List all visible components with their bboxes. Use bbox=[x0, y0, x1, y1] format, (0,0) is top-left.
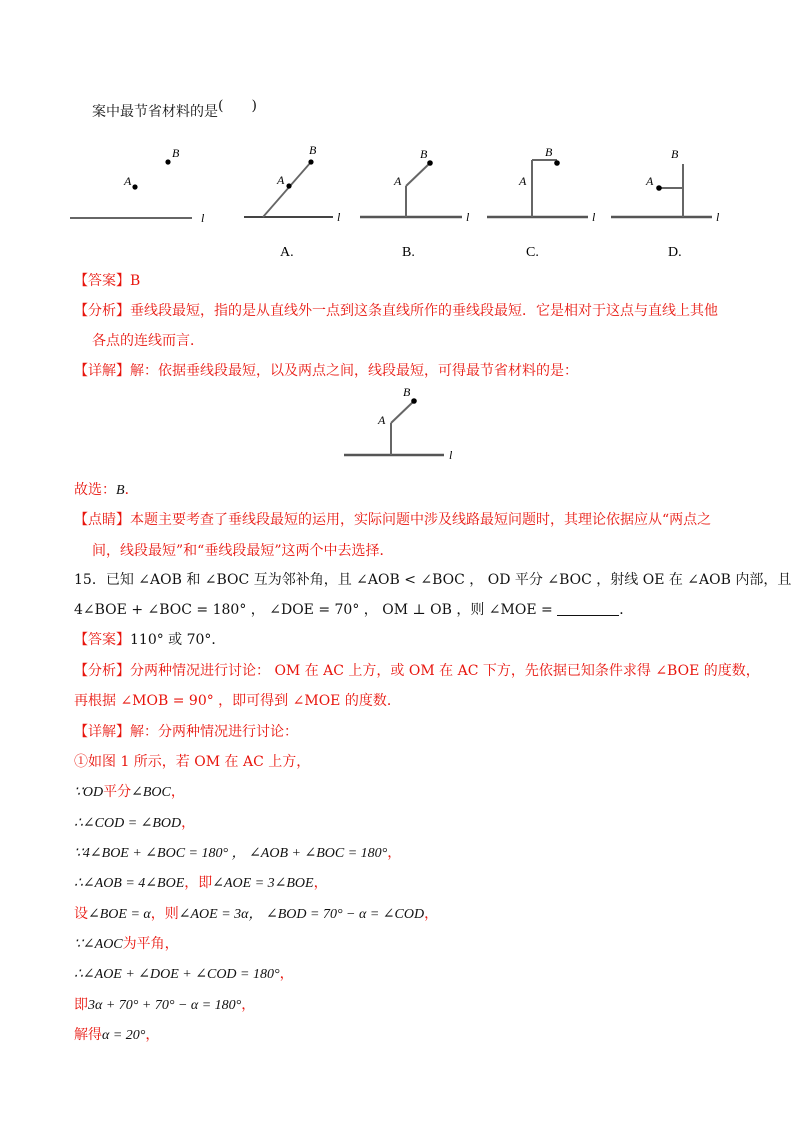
label-l: l bbox=[449, 448, 453, 462]
label-l: l bbox=[592, 210, 596, 224]
proof-line-7 bbox=[74, 964, 294, 985]
proof-text: ， bbox=[279, 966, 294, 982]
proof-math: ∴∠AOB = 4∠BOE bbox=[74, 876, 185, 891]
question-15-stem-continued bbox=[74, 600, 633, 620]
proof-math: ∴∠COD = ∠BOD bbox=[74, 816, 182, 831]
label-l: l bbox=[466, 210, 470, 224]
label-a: A bbox=[277, 173, 285, 187]
figure-option-a bbox=[244, 143, 341, 260]
proof-line-2 bbox=[74, 813, 195, 834]
proof-line-3 bbox=[74, 843, 401, 864]
proof-math: ∠BOE = α bbox=[88, 907, 151, 922]
label-a: A bbox=[394, 174, 402, 188]
option-label-b: B. bbox=[402, 245, 415, 260]
option-label-d: D. bbox=[668, 245, 682, 260]
label-l: l bbox=[337, 210, 341, 224]
figure-option-b bbox=[360, 147, 470, 260]
comment-tag: 【点睛】 bbox=[74, 512, 130, 528]
answer-tag: 【答案】 bbox=[74, 632, 130, 648]
label-l: l bbox=[716, 210, 720, 224]
detail-tag: 【详解】 bbox=[74, 724, 130, 740]
label-b: B bbox=[172, 146, 180, 160]
detail-text: 解：依据垂线段最短，以及两点之间，线段最短，可得最节省材料的是： bbox=[130, 363, 578, 379]
label-b: B bbox=[403, 386, 411, 399]
answer-value: B bbox=[130, 273, 141, 289]
proof-math: ∠BOC bbox=[131, 785, 171, 800]
analysis-line-15 bbox=[74, 661, 760, 681]
choose-value: B bbox=[116, 483, 125, 498]
intro-text: 案中最节省材料的是 bbox=[92, 104, 218, 120]
choose-line bbox=[74, 480, 139, 501]
analysis-text: 垂线段最短，指的是从直线外一点到这条直线所作的垂线段最短．它是相对于这点与直线上其他 bbox=[130, 303, 718, 319]
proof-math: ∴∠AOE + ∠DOE + ∠COD = 180° bbox=[74, 967, 280, 982]
option-label-c: C. bbox=[526, 245, 539, 260]
label-a: A bbox=[519, 174, 527, 188]
case-1-heading: ①如图 1 所示，若 OM 在 AC 上方， bbox=[74, 754, 311, 770]
analysis-continued: 各点的连线而言． bbox=[92, 333, 204, 349]
comment-text: 本题主要考查了垂线段最短的运用，实际问题中涉及线路最短问题时，其理论依据应从“两点之 bbox=[130, 512, 712, 528]
proof-line-8 bbox=[74, 995, 255, 1016]
proof-math: ∵OD bbox=[74, 785, 104, 800]
label-b: B bbox=[545, 145, 553, 159]
label-a: A bbox=[646, 174, 654, 188]
label-b: B bbox=[309, 143, 317, 157]
label-b: B bbox=[420, 147, 428, 161]
question-fragment bbox=[92, 98, 257, 122]
solution-figure bbox=[340, 386, 480, 466]
analysis-continued: 再根据 ∠MOB = 90° ，即可得到 ∠MOE 的度数． bbox=[74, 693, 401, 709]
answer-line bbox=[74, 271, 140, 291]
proof-math: α = 20° bbox=[102, 1028, 146, 1043]
answer-blank bbox=[557, 601, 619, 616]
label-a: A bbox=[124, 174, 132, 188]
label-l: l bbox=[201, 211, 205, 225]
proof-line-4 bbox=[74, 873, 328, 894]
proof-math: ∵∠AOC bbox=[74, 937, 123, 952]
proof-line-9 bbox=[74, 1025, 159, 1046]
proof-line-6 bbox=[74, 934, 179, 955]
detail-tag: 【详解】 bbox=[74, 363, 130, 379]
analysis-tag: 【分析】 bbox=[74, 303, 130, 319]
proof-text: ， bbox=[424, 906, 439, 922]
proof-text: 平分 bbox=[103, 784, 132, 800]
figure-option-c bbox=[487, 145, 596, 260]
label-a: A bbox=[378, 413, 386, 427]
proof-text: ，即 bbox=[184, 875, 213, 891]
question-15-stem: 15．已知 ∠AOB 和 ∠BOC 互为邻补角，且 ∠AOB < ∠BOC ， OD 平分 ∠BOC ，射线 OE 在 ∠AOB 内部，且 bbox=[74, 572, 792, 588]
stem-text: 4∠BOE + ∠BOC = 180° ， ∠DOE = 70° ， OM ⊥ OB ，则 ∠MOE = bbox=[74, 602, 553, 618]
proof-text: ， bbox=[241, 997, 256, 1013]
answer-tag: 【答案】 bbox=[74, 273, 130, 289]
detail-line bbox=[74, 361, 578, 381]
option-label-a: A. bbox=[280, 245, 294, 260]
stem-period: ． bbox=[619, 602, 634, 618]
detail-line-15 bbox=[74, 722, 298, 742]
proof-math: ∠AOE = 3α bbox=[178, 907, 249, 922]
proof-text: 设 bbox=[74, 906, 88, 922]
proof-math: ∵4∠BOE + ∠BOC = 180° ， ∠AOB + ∠BOC = 180° bbox=[74, 846, 388, 861]
analysis-text: 分两种情况进行讨论： OM 在 AC 上方，或 OM 在 AC 下方，先依据已知条件求得 ∠BOE 的度数， bbox=[130, 663, 760, 679]
analysis-tag: 【分析】 bbox=[74, 663, 130, 679]
proof-math: 3α + 70° + 70° − α = 180° bbox=[88, 998, 242, 1013]
proof-text: ， bbox=[170, 784, 185, 800]
label-b: B bbox=[671, 147, 679, 161]
figure-option-d bbox=[611, 147, 720, 260]
proof-math: ， ∠BOD = 70° − α = ∠COD bbox=[248, 907, 425, 922]
proof-text: ， bbox=[313, 875, 328, 891]
proof-text: 解得 bbox=[74, 1027, 102, 1043]
answer-line-15 bbox=[74, 630, 225, 650]
comment-line bbox=[74, 510, 711, 530]
proof-line-5 bbox=[74, 904, 438, 925]
choose-period: ． bbox=[124, 482, 139, 498]
proof-text: ， bbox=[145, 1027, 160, 1043]
proof-text: ， bbox=[387, 845, 402, 861]
proof-text: ， bbox=[181, 815, 196, 831]
analysis-line bbox=[74, 301, 718, 321]
answer-paren: ( ) bbox=[218, 98, 257, 114]
proof-line-1 bbox=[74, 782, 185, 803]
answer-value: 110° 或 70°． bbox=[130, 632, 226, 648]
comment-continued: 间，线段最短”和“垂线段最短”这两个中去选择． bbox=[92, 543, 394, 559]
choose-label: 故选： bbox=[74, 482, 116, 498]
proof-text: 即 bbox=[74, 997, 88, 1013]
figure-original bbox=[70, 146, 205, 225]
proof-math: ∠AOE = 3∠BOE bbox=[212, 876, 314, 891]
proof-text: 为平角， bbox=[122, 936, 179, 952]
proof-text: ，则 bbox=[150, 906, 179, 922]
detail-text: 解：分两种情况进行讨论： bbox=[130, 724, 298, 740]
